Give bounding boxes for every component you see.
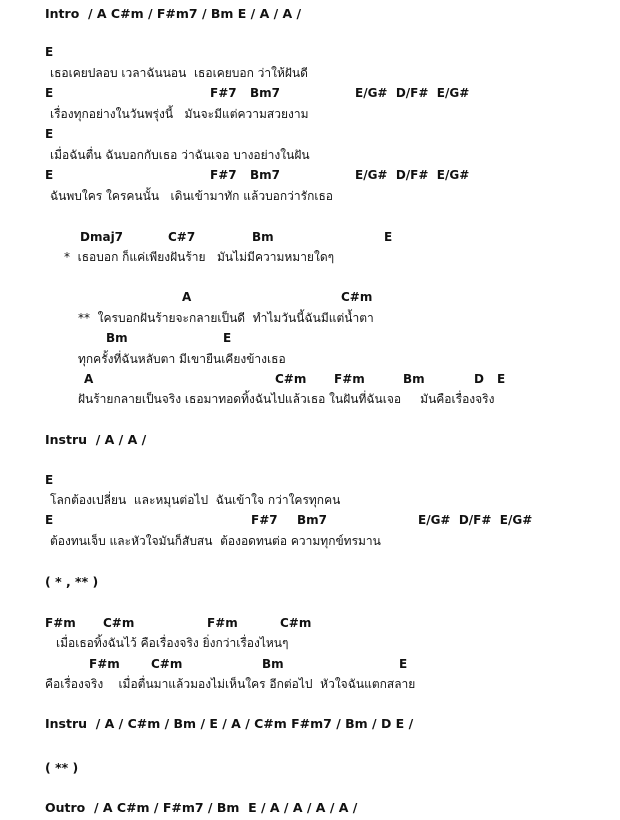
chord-e: E (399, 657, 408, 671)
intro-line: Intro / A C#m / F#m7 / Bm E / A / A / (45, 6, 302, 21)
chord-c#m: C#m (280, 616, 312, 630)
outro-line: Outro / A C#m / F#m7 / Bm E / A / A / A / A / (45, 800, 358, 815)
chord-c#m: C#m (341, 290, 373, 304)
lyric-line: เมื่อเธอทิ้งฉันไว้ คือเรื่องจริง ยิ่งกว่าเรื่องไหนๆ (56, 636, 289, 650)
chord-e: E (384, 230, 393, 244)
chord-bm: Bm (403, 372, 425, 386)
chord-group: E/G# D/F# E/G# (418, 513, 533, 527)
chord-e: E (45, 45, 54, 59)
lyric-line: เธอเคยปลอบ เวลาฉันนอน เธอเคยบอก ว่าให้ฝันดี (50, 66, 308, 80)
lyric-line: เมื่อฉันตื่น ฉันบอกกับเธอ ว่าฉันเจอ บางอย่างในฝัน (50, 148, 310, 162)
chord-e: E (45, 168, 54, 182)
chord-e: E (45, 86, 54, 100)
chord-bm7: Bm7 (297, 513, 327, 527)
chord-e: E (497, 372, 506, 386)
lyric-line: ฉันพบใคร ใครคนนั้น เดินเข้ามาทัก แล้วบอกว่ารักเธอ (50, 189, 333, 203)
lyric-line: ** ใครบอกฝันร้ายจะกลายเป็นดี ทำไมวันนี้ฉันมีแต่น้ำตา (78, 311, 374, 325)
chord-bm: Bm (252, 230, 274, 244)
chord-f#7: F#7 (210, 168, 237, 182)
chord-group: E/G# D/F# E/G# (355, 86, 470, 100)
lyric-line: เรื่องทุกอย่างในวันพรุ่งนี้ มันจะมีแต่ความสวยงาม (50, 107, 309, 121)
chord-c#m: C#m (103, 616, 135, 630)
chord-e: E (45, 513, 54, 527)
lyric-line: ฝันร้ายกลายเป็นจริง เธอมาทอดทิ้งฉันไปแล้วเธอ ในฝันที่ฉันเจอ มันคือเรื่องจริง (78, 392, 495, 406)
chord-bm7: Bm7 (250, 86, 280, 100)
chord-f#7: F#7 (210, 86, 237, 100)
instrumental-line: Instru / A / C#m / Bm / E / A / C#m F#m7 / Bm / D E / (45, 716, 414, 731)
chord-bm: Bm (262, 657, 284, 671)
chord-a: A (84, 372, 94, 386)
lyric-line: * เธอบอก ก็แค่เพียงฝันร้าย มันไม่มีความหมายใดๆ (64, 250, 335, 264)
repeat-marker: ( ** ) (45, 760, 79, 775)
chord-d: D (474, 372, 484, 386)
chord-c#7: C#7 (168, 230, 196, 244)
lyric-line: ทุกครั้งที่ฉันหลับตา มีเขายืนเคียงข้างเธอ (78, 352, 286, 366)
chord-f#m: F#m (89, 657, 120, 671)
chord-f#7: F#7 (251, 513, 278, 527)
instrumental-line: Instru / A / A / (45, 432, 147, 447)
lyric-line: โลกต้องเปลี่ยน และหมุนต่อไป ฉันเข้าใจ กว่าใครทุกคน (50, 493, 341, 507)
repeat-marker: ( * , ** ) (45, 574, 99, 589)
chord-e: E (45, 473, 54, 487)
chord-dmaj7: Dmaj7 (80, 230, 124, 244)
chord-bm7: Bm7 (250, 168, 280, 182)
chord-e: E (45, 127, 54, 141)
chord-e: E (223, 331, 232, 345)
chord-a: A (182, 290, 192, 304)
chord-group: E/G# D/F# E/G# (355, 168, 470, 182)
chord-f#m: F#m (334, 372, 365, 386)
chord-c#m: C#m (151, 657, 183, 671)
chord-f#m: F#m (45, 616, 76, 630)
lyric-line: ต้องทนเจ็บ และหัวใจมันก็สับสน ต้องอดทนต่อ ความทุกข์ทรมาน (50, 534, 381, 548)
lyric-line: คือเรื่องจริง เมื่อตื่นมาแล้วมองไม่เห็นใคร อีกต่อไป หัวใจฉันแตกสลาย (45, 677, 416, 691)
chord-f#m: F#m (207, 616, 238, 630)
chord-c#m: C#m (275, 372, 307, 386)
chord-bm: Bm (106, 331, 128, 345)
